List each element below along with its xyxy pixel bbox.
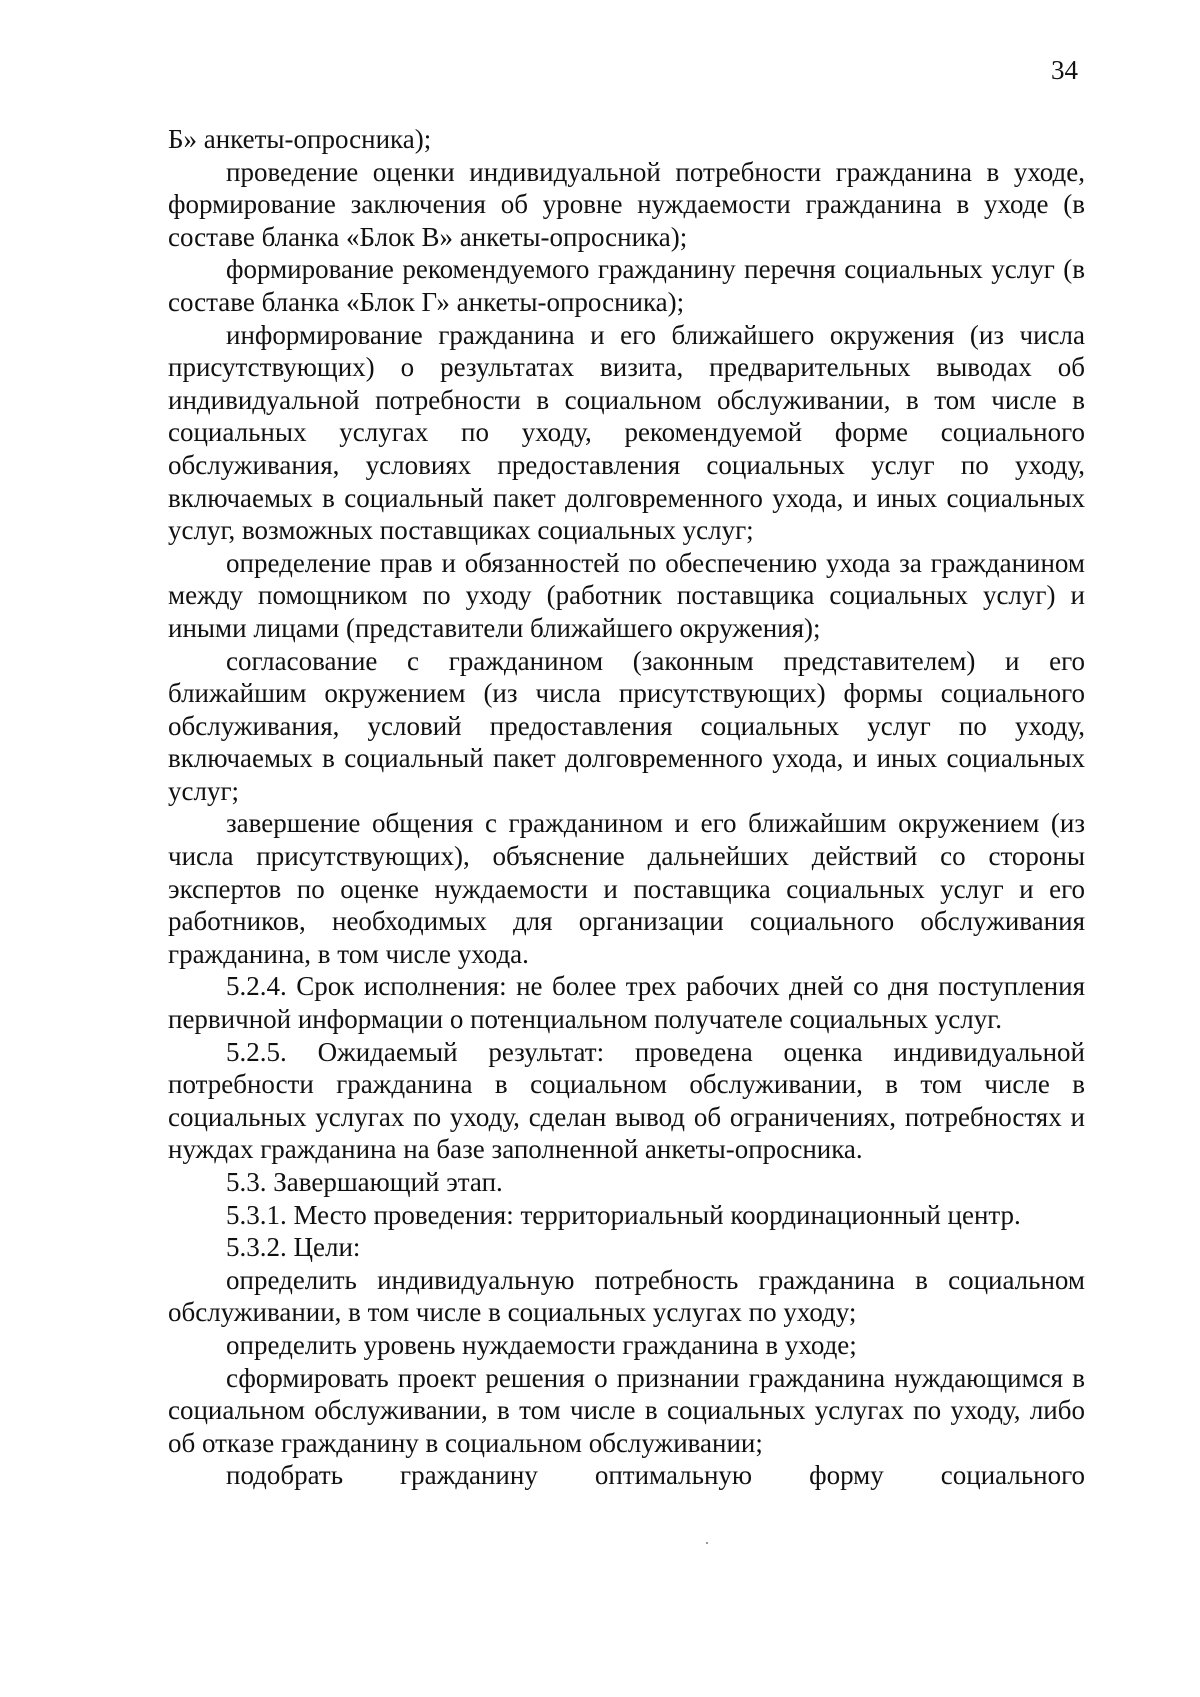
document-body (168, 123, 1085, 1492)
paragraph: проведение оценки индивидуальной потребности гражданина в уходе, формирование заключения об уровне нуждаемости гражданина в уходе (в составе бланка «Блок В» анкеты-опросника); (168, 156, 1085, 252)
paragraph: завершение общения с гражданином и его ближайшим окружением (из числа присутствующих), объяснение дальнейших действий со стороны экспертов по оценке нуждаемости и поставщика социальных услуг и его работников, необходимых для организации социального обслуживания гражданина, в том числе ухода. (168, 808, 1085, 969)
paragraph-5-3-1: 5.3.1. Место проведения: территориальный координационный центр. (226, 1199, 1021, 1230)
scan-artifact-dot (706, 1542, 708, 1544)
paragraph: определить индивидуальную потребность гражданина в социальном обслуживании, в том числе в социальных услугах по уходу; (168, 1264, 1085, 1328)
paragraph-5-3-2: 5.3.2. Цели: (226, 1232, 361, 1263)
paragraph: сформировать проект решения о признании гражданина нуждающимся в социальном обслуживании, в том числе в социальных услугах по уходу, либо об отказе гражданину в социальном обслуживании; (168, 1362, 1085, 1458)
page-number: 34 (1051, 55, 1078, 85)
paragraph: определение прав и обязанностей по обеспечению ухода за гражданином между помощником по уходу (работник поставщика социальных услуг) и иными лицами (представители ближайшего окружения); (168, 547, 1085, 643)
paragraph-5-2-4: 5.2.4. Срок исполнения: не более трех рабочих дней со дня поступления первичной информации о потенциальном получателе социальных услуг. (168, 971, 1085, 1035)
paragraph: информирование гражданина и его ближайшего окружения (из числа присутствующих) о результатах визита, предварительных выводах об индивидуальной потребности в социальном обслуживании, в том числе в социальных услугах по уходу, рекомендуемой форме социального обслуживания, условиях предоставления социальных услуг по уходу, включаемых в социальный пакет долговременного ухода, и иных социальных услуг, возможных поставщиках социальных услуг; (168, 319, 1085, 546)
paragraph-continuation: Б» анкеты-опросника); (168, 124, 432, 154)
paragraph: формирование рекомендуемого гражданину перечня социальных услуг (в составе бланка «Блок Г» анкеты-опросника); (168, 254, 1085, 317)
paragraph: определить уровень нуждаемости гражданина в уходе; (226, 1329, 857, 1360)
paragraph: согласование с гражданином (законным представителем) и его ближайшим окружением (из числа присутствующих) формы социального обслуживания, условий предоставления социальных услуг по уходу, включаемых в социальный пакет долговременного ухода, и иных социальных услуг; (168, 645, 1085, 806)
section-heading-5-3: 5.3. Завершающий этап. (226, 1167, 503, 1197)
paragraph-5-2-5: 5.2.5. Ожидаемый результат: проведена оценка индивидуальной потребности гражданина в социальном обслуживании, в том числе в социальных услугах по уходу, сделан вывод об ограничениях, потребностях и нуждах гражданина на базе заполненной анкеты-опросника. (168, 1036, 1085, 1165)
paragraph-continued: подобрать гражданину оптимальную форму социального (226, 1460, 1085, 1491)
